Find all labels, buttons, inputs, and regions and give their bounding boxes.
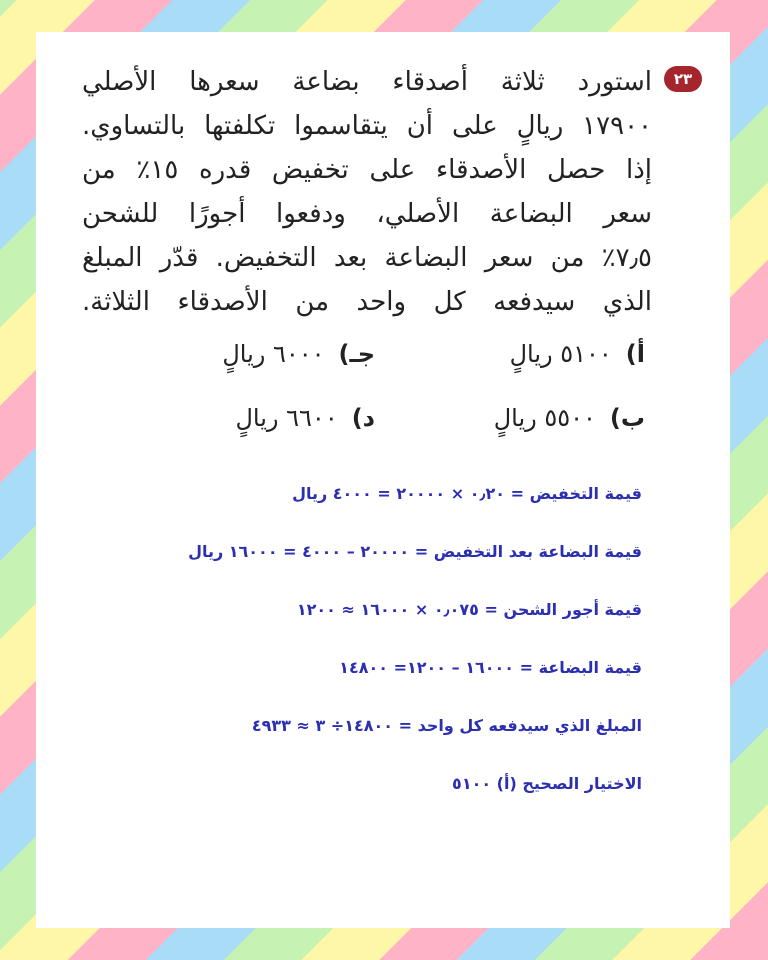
choice-value: ٦٠٠٠ ريالٍ xyxy=(222,340,325,368)
choice-b[interactable] xyxy=(494,404,645,432)
solution-answer: الاختيار الصحيح (أ) ٥١٠٠ xyxy=(452,774,642,793)
choice-d[interactable] xyxy=(235,404,375,432)
solution-line: قيمة البضاعة = ١٦٠٠٠ – ١٢٠٠= ١٤٨٠٠ xyxy=(339,658,642,677)
choice-letter: ب) xyxy=(609,404,645,432)
choice-value: ٥١٠٠ ريالٍ xyxy=(509,340,612,368)
choice-c[interactable] xyxy=(222,340,375,368)
solution-line: المبلغ الذي سيدفعه كل واحد = ١٤٨٠٠÷ ٣ ≈ ٤٩٣٣ xyxy=(251,716,642,735)
choice-letter: أ) xyxy=(625,340,645,368)
worksheet-card xyxy=(36,32,730,928)
choice-letter: د) xyxy=(351,404,375,432)
problem-line: ١٧٩٠٠ ريالٍ على أن يتقاسموا تكلفتها بالتساوي. xyxy=(82,111,652,141)
solution-line: قيمة البضاعة بعد التخفيض = ٢٠٠٠٠ – ٤٠٠٠ = ١٦٠٠٠ ريال xyxy=(188,542,642,561)
choice-row xyxy=(125,340,645,404)
problem-line: استورد ثلاثة أصدقاء بضاعة سعرها الأصلي xyxy=(82,67,652,97)
problem-statement xyxy=(82,60,652,324)
choice-value: ٦٦٠٠ ريالٍ xyxy=(235,404,338,432)
choice-a[interactable] xyxy=(510,340,645,368)
answer-choices xyxy=(125,340,645,468)
choice-letter: جـ) xyxy=(338,340,375,368)
solution-line: قيمة التخفيض = ٠٫٢٠ × ٢٠٠٠٠ = ٤٠٠٠ ريال xyxy=(292,484,642,503)
problem-line: إذا حصل الأصدقاء على تخفيض قدره ١٥٪ من xyxy=(82,155,652,185)
problem-line: سعر البضاعة الأصلي، ودفعوا أجورًا للشحن xyxy=(82,199,652,229)
problem-number-badge: ٢٣ xyxy=(664,66,702,92)
problem-line: ٧٫٥٪ من سعر البضاعة بعد التخفيض. قدّر المبلغ xyxy=(82,243,652,273)
choice-row xyxy=(125,404,645,468)
solution-steps xyxy=(82,484,642,832)
problem-line: الذي سيدفعه كل واحد من الأصدقاء الثلاثة. xyxy=(82,287,652,317)
choice-value: ٥٥٠٠ ريالٍ xyxy=(493,404,596,432)
solution-line: قيمة أجور الشحن = ٠٫٠٧٥ × ١٦٠٠٠ ≈ ١٢٠٠ xyxy=(296,600,642,619)
